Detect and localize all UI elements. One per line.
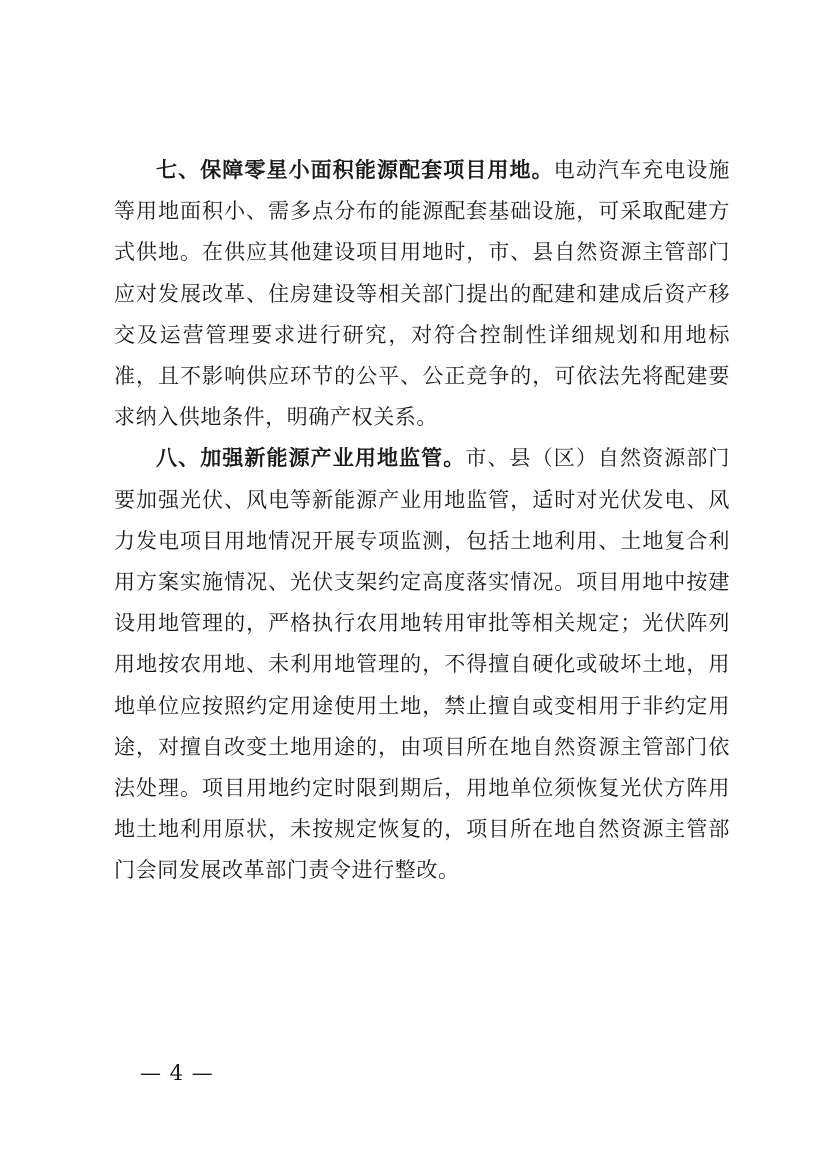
section-7-body: 电动汽车充电设施等用地面积小、需多点分布的能源配套基础设施，可采取配建方式供地。在供应其他建设项目用地时，市、县自然资源主管部门应对发展改革、住房建设等相关部门提出的配建和建成后资产移交及运营管理要求进行研究，对符合控制性详细规划和用地标准，且不影响供应环节的公平、公正竞争的，可依法先将配建要求纳入供地条件，明确产权关系。 [114, 158, 730, 430]
paragraph-section-7 [114, 150, 730, 438]
section-7-heading: 七、保障零星小面积能源配套项目用地。 [156, 158, 554, 182]
section-8-body: 市、县（区）自然资源部门要加强光伏、风电等新能源产业用地监管，适时对光伏发电、风力发电项目用地情况开展专项监测，包括土地利用、土地复合利用方案实施情况、光伏支架约定高度落实情况。项目用地中按建设用地管理的，严格执行农用地转用审批等相关规定；光伏阵列用地按农用地、未利用地管理的，不得擅自硬化或破坏土地，用地单位应按照约定用途使用土地，禁止擅自或变相用于非约定用途，对擅自改变土地用途的，由项目所在地自然资源主管部门依法处理。项目用地约定时限到期后，用地单位须恢复光伏方阵用地土地利用原状，未按规定恢复的，项目所在地自然资源主管部门会同发展改革部门责令进行整改。 [114, 446, 730, 883]
document-body [114, 150, 730, 892]
section-8-heading: 八、加强新能源产业用地监管。 [156, 446, 466, 471]
page-number: — 4 — [140, 1061, 214, 1085]
paragraph-section-8 [114, 438, 730, 891]
